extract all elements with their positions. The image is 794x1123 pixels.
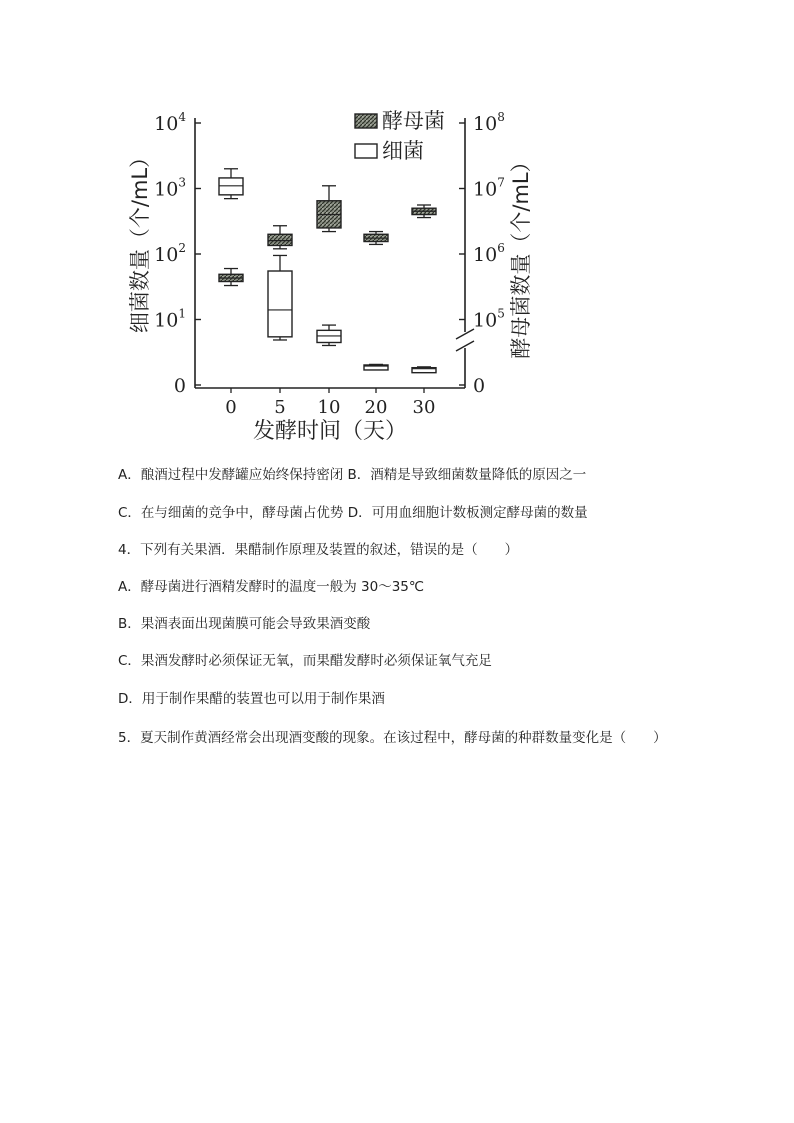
x-tick-label: 20 — [364, 397, 388, 418]
box-iqr — [268, 234, 292, 245]
q4-option-c: C．果酒发酵时必须保证无氧，而果醋发酵时必须保证氧气充足 — [118, 653, 492, 669]
yeast-box-day-10 — [317, 186, 341, 232]
q4-stem: 4．下列有关果酒．果醋制作原理及装置的叙述，错误的是（ ） — [118, 542, 519, 558]
x-axis-title: 发酵时间（天） — [252, 419, 408, 444]
yeast-box-day-5 — [268, 226, 292, 249]
legend-label: 细菌 — [382, 139, 424, 163]
box-plot-figure — [110, 100, 550, 450]
bacteria-box-day-5 — [268, 255, 292, 340]
right-tick-label: $10^6$ — [473, 241, 505, 266]
bacteria-box-day-10 — [317, 325, 341, 345]
box-iqr — [219, 178, 243, 195]
right-tick-label: $10^7$ — [473, 175, 505, 201]
yeast-box-day-0 — [219, 269, 243, 286]
right-tick-label: $10^5$ — [473, 306, 505, 332]
box-iqr — [268, 271, 292, 337]
bacteria-box-day-30 — [412, 367, 436, 373]
right-tick-label: $10^8$ — [473, 110, 505, 135]
left-axis-title: 细菌数量（个/mL） — [128, 146, 152, 334]
x-tick-label: 30 — [412, 397, 436, 418]
left-tick-label: $10^4$ — [154, 110, 186, 135]
q4-option-d: D．用于制作果醋的装置也可以用于制作果酒 — [118, 691, 385, 707]
right-axis-title: 酵母菌数量（个/mL） — [509, 151, 533, 359]
x-tick-label: 5 — [274, 397, 286, 418]
bacteria-box-day-20 — [364, 364, 388, 370]
yeast-box-day-30 — [412, 205, 436, 218]
left-tick-label: $10^1$ — [154, 306, 186, 332]
yeast-box-day-20 — [364, 232, 388, 245]
q4-option-a: A．酵母菌进行酒精发酵时的温度一般为 30～35℃ — [118, 579, 425, 595]
left-tick-label: $10^2$ — [154, 241, 186, 266]
legend-label: 酵母菌 — [382, 109, 445, 133]
q4-option-b: B．果酒表面出现菌膜可能会导致果酒变酸 — [118, 616, 371, 632]
x-tick-label: 10 — [317, 397, 341, 418]
left-tick-label: $10^3$ — [154, 175, 186, 201]
q3-options-row-2: C．在与细菌的竞争中，酵母菌占优势 D．可用血细胞计数板测定酵母菌的数量 — [118, 505, 588, 521]
x-tick-label: 0 — [225, 397, 237, 418]
right-tick-label: 0 — [473, 375, 486, 397]
left-tick-label: 0 — [173, 375, 186, 397]
q3-options-row-1: A．酿酒过程中发酵罐应始终保持密闭 B．酒精是导致细菌数量降低的原因之一 — [118, 467, 587, 483]
q5-stem: 5．夏天制作黄酒经常会出现酒变酸的现象。在该过程中，酵母菌的种群数量变化是（ ） — [118, 730, 667, 746]
legend-swatch — [355, 114, 377, 128]
box-plot-chart — [110, 100, 550, 450]
bacteria-box-day-0 — [219, 169, 243, 199]
legend-swatch — [355, 144, 377, 158]
